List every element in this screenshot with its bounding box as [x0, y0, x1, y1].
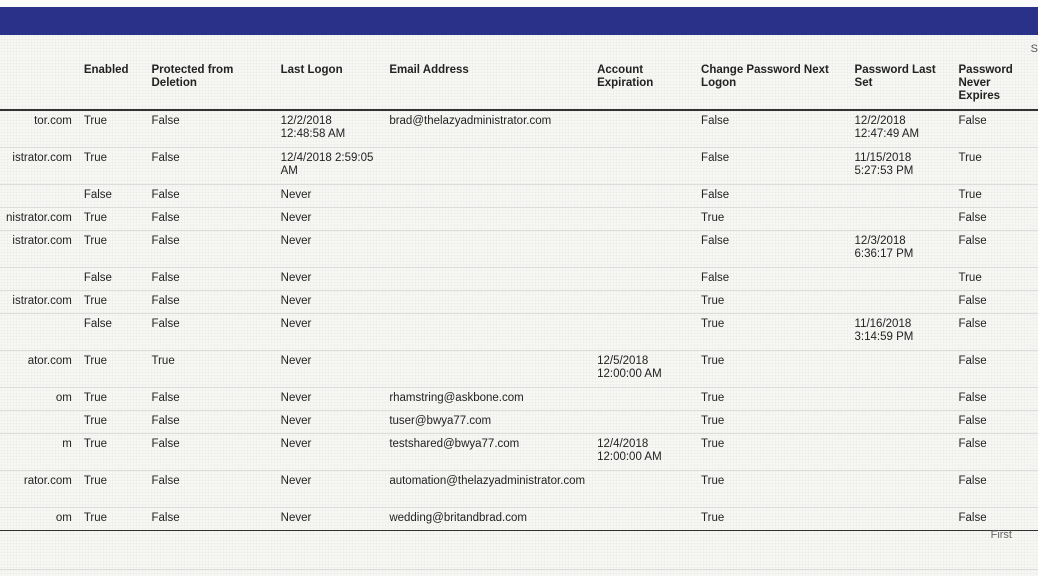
cell-enabled: True [78, 207, 146, 230]
cell-password-never-expires: False [953, 410, 1038, 433]
cell-enabled: True [78, 410, 146, 433]
cell-protected: False [146, 110, 275, 147]
cell-enabled: True [78, 290, 146, 313]
cell-change-password: True [695, 313, 848, 350]
column-header-protected[interactable]: Protected from Deletion [146, 60, 275, 110]
cell-account-expiration [591, 410, 695, 433]
cell-protected: False [146, 267, 275, 290]
cell-email: automation@thelazyadministrator.com [383, 470, 591, 507]
cell-password-last-set: 12/3/2018 6:36:17 PM [849, 230, 953, 267]
cell-enabled: True [78, 230, 146, 267]
cell-account-expiration [591, 290, 695, 313]
cell-password-last-set [849, 207, 953, 230]
cell-name: rator.com [0, 470, 78, 507]
pager-first-link[interactable]: First [990, 529, 1012, 541]
cell-protected: False [146, 313, 275, 350]
cell-password-last-set: 11/15/2018 5:27:53 PM [849, 147, 953, 184]
cell-change-password: True [695, 470, 848, 507]
table-row[interactable] [0, 350, 1038, 387]
cell-email: testshared@bwya77.com [383, 433, 591, 470]
cell-password-last-set [849, 267, 953, 290]
table-row[interactable] [0, 313, 1038, 350]
cell-password-never-expires: False [953, 110, 1038, 147]
cell-last-logon: Never [275, 313, 384, 350]
cell-password-never-expires: False [953, 207, 1038, 230]
cell-email [383, 207, 591, 230]
cell-password-last-set [849, 410, 953, 433]
column-header-enabled[interactable]: Enabled [78, 60, 146, 110]
bottom-divider [0, 569, 1038, 570]
cell-last-logon: Never [275, 433, 384, 470]
cell-password-never-expires: False [953, 507, 1038, 530]
cell-last-logon: Never [275, 207, 384, 230]
table-row[interactable] [0, 110, 1038, 147]
cell-last-logon: Never [275, 267, 384, 290]
cell-email [383, 290, 591, 313]
cell-account-expiration [591, 387, 695, 410]
cell-protected: False [146, 470, 275, 507]
cell-protected: False [146, 433, 275, 470]
cell-enabled: False [78, 267, 146, 290]
cell-email: brad@thelazyadministrator.com [383, 110, 591, 147]
cell-email [383, 267, 591, 290]
cell-password-never-expires: True [953, 267, 1038, 290]
cell-account-expiration [591, 110, 695, 147]
cell-email [383, 147, 591, 184]
cell-protected: False [146, 507, 275, 530]
cell-email [383, 313, 591, 350]
cell-protected: False [146, 410, 275, 433]
cell-name [0, 410, 78, 433]
cell-last-logon: 12/4/2018 2:59:05 AM [275, 147, 384, 184]
cell-account-expiration [591, 147, 695, 184]
cell-email [383, 230, 591, 267]
table-row[interactable] [0, 290, 1038, 313]
cell-password-last-set [849, 433, 953, 470]
cell-password-last-set [849, 184, 953, 207]
cell-last-logon: Never [275, 387, 384, 410]
table-row[interactable] [0, 184, 1038, 207]
cell-change-password: True [695, 507, 848, 530]
cell-last-logon: Never [275, 290, 384, 313]
column-header-password-never-expires[interactable]: Password Never Expires [953, 60, 1038, 110]
cell-name: ator.com [0, 350, 78, 387]
cell-name: istrator.com [0, 147, 78, 184]
cell-name: m [0, 433, 78, 470]
table-row[interactable] [0, 433, 1038, 470]
cell-protected: False [146, 184, 275, 207]
cell-name [0, 267, 78, 290]
cell-last-logon: 12/2/2018 12:48:58 AM [275, 110, 384, 147]
cell-last-logon: Never [275, 470, 384, 507]
top-border [0, 0, 1038, 7]
cell-change-password: True [695, 350, 848, 387]
cell-protected: False [146, 230, 275, 267]
cell-last-logon: Never [275, 350, 384, 387]
cell-change-password: True [695, 410, 848, 433]
cell-last-logon: Never [275, 230, 384, 267]
column-header-account-expiration[interactable]: Account Expiration [591, 60, 695, 110]
column-header-last-logon[interactable]: Last Logon [275, 60, 384, 110]
cell-enabled: True [78, 110, 146, 147]
cell-password-never-expires: False [953, 433, 1038, 470]
cell-account-expiration [591, 267, 695, 290]
cell-enabled: False [78, 313, 146, 350]
header-bar [0, 7, 1038, 35]
cell-name: istrator.com [0, 290, 78, 313]
cell-password-never-expires: False [953, 313, 1038, 350]
cell-enabled: True [78, 147, 146, 184]
cell-change-password: False [695, 267, 848, 290]
cell-enabled: True [78, 350, 146, 387]
cell-last-logon: Never [275, 507, 384, 530]
cell-password-last-set [849, 290, 953, 313]
cell-protected: False [146, 147, 275, 184]
cell-password-last-set: 12/2/2018 12:47:49 AM [849, 110, 953, 147]
cell-password-last-set [849, 470, 953, 507]
cell-enabled: True [78, 470, 146, 507]
table-row[interactable] [0, 230, 1038, 267]
cell-password-never-expires: False [953, 387, 1038, 410]
cell-account-expiration [591, 507, 695, 530]
cell-last-logon: Never [275, 410, 384, 433]
cell-account-expiration [591, 470, 695, 507]
cell-change-password: True [695, 207, 848, 230]
cell-change-password: True [695, 290, 848, 313]
cell-last-logon: Never [275, 184, 384, 207]
column-header-email[interactable]: Email Address [383, 60, 591, 110]
cell-protected: False [146, 290, 275, 313]
cell-password-never-expires: False [953, 350, 1038, 387]
cell-password-never-expires: True [953, 184, 1038, 207]
cell-email [383, 350, 591, 387]
cell-password-never-expires: False [953, 290, 1038, 313]
search-label: S [1030, 43, 1038, 55]
table-row[interactable] [0, 470, 1038, 507]
cell-email [383, 184, 591, 207]
table-row[interactable] [0, 207, 1038, 230]
cell-name: tor.com [0, 110, 78, 147]
cell-enabled: True [78, 433, 146, 470]
cell-change-password: False [695, 230, 848, 267]
table-row[interactable] [0, 387, 1038, 410]
table-header-row [0, 60, 1038, 110]
cell-change-password: False [695, 110, 848, 147]
column-header-password-last-set[interactable]: Password Last Set [849, 60, 953, 110]
cell-enabled: True [78, 507, 146, 530]
table-row[interactable] [0, 147, 1038, 184]
cell-password-last-set [849, 350, 953, 387]
cell-enabled: True [78, 387, 146, 410]
cell-name: nistrator.com [0, 207, 78, 230]
cell-account-expiration [591, 313, 695, 350]
cell-account-expiration [591, 184, 695, 207]
cell-email: wedding@britandbrad.com [383, 507, 591, 530]
cell-protected: False [146, 387, 275, 410]
cell-account-expiration [591, 207, 695, 230]
cell-password-never-expires: False [953, 470, 1038, 507]
cell-email: rhamstring@askbone.com [383, 387, 591, 410]
table-row[interactable] [0, 410, 1038, 433]
table-row[interactable] [0, 507, 1038, 530]
cell-password-never-expires: False [953, 230, 1038, 267]
cell-name [0, 313, 78, 350]
cell-change-password: False [695, 147, 848, 184]
users-table [0, 60, 1038, 531]
cell-change-password: True [695, 387, 848, 410]
table-row[interactable] [0, 267, 1038, 290]
cell-password-last-set [849, 507, 953, 530]
cell-enabled: False [78, 184, 146, 207]
column-header-name[interactable] [0, 60, 78, 110]
cell-change-password: False [695, 184, 848, 207]
cell-name [0, 184, 78, 207]
cell-account-expiration: 12/5/2018 12:00:00 AM [591, 350, 695, 387]
cell-email: tuser@bwya77.com [383, 410, 591, 433]
cell-name: om [0, 507, 78, 530]
cell-password-never-expires: True [953, 147, 1038, 184]
cell-change-password: True [695, 433, 848, 470]
cell-account-expiration [591, 230, 695, 267]
cell-protected: True [146, 350, 275, 387]
cell-name: istrator.com [0, 230, 78, 267]
cell-name: om [0, 387, 78, 410]
column-header-change-password[interactable]: Change Password Next Logon [695, 60, 848, 110]
cell-password-last-set [849, 387, 953, 410]
cell-password-last-set: 11/16/2018 3:14:59 PM [849, 313, 953, 350]
cell-account-expiration: 12/4/2018 12:00:00 AM [591, 433, 695, 470]
cell-protected: False [146, 207, 275, 230]
